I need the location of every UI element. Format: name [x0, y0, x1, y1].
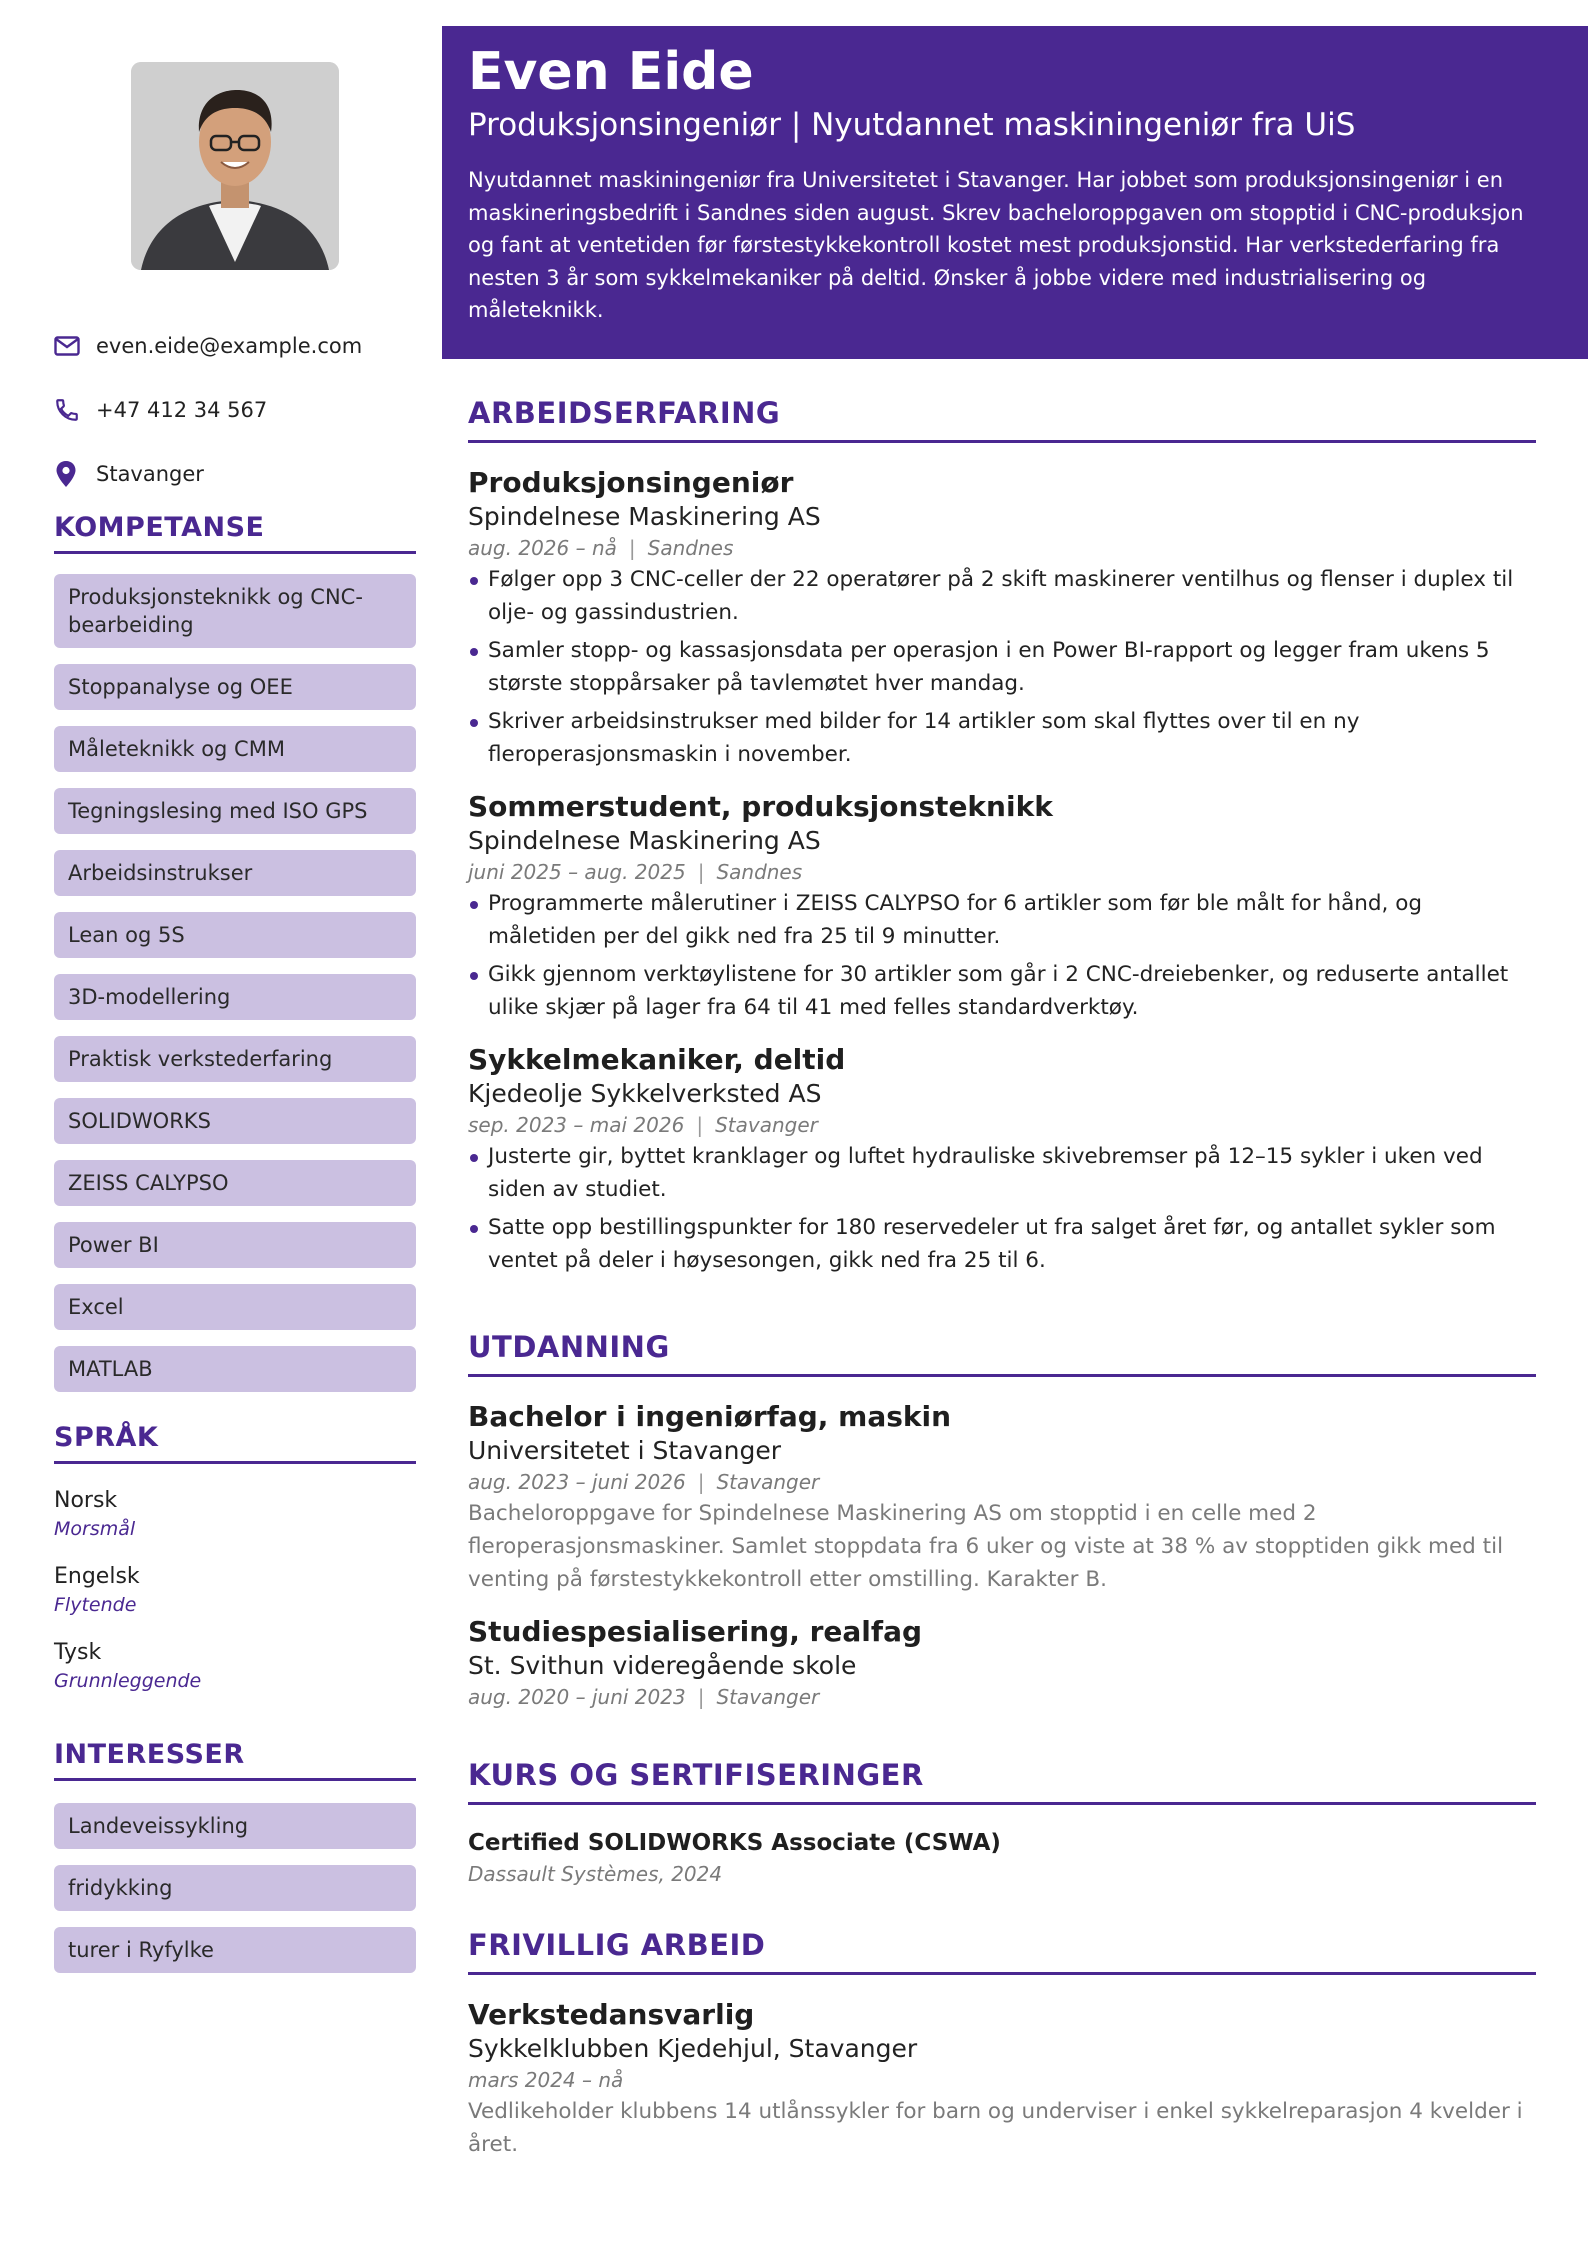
meta-separator: |: [697, 1685, 705, 1709]
contact-list: [54, 314, 416, 506]
job-place: Sandnes: [716, 860, 803, 884]
certification-meta: Dassault Systèmes, 2024: [468, 1862, 723, 1886]
skills-heading: KOMPETANSE: [54, 512, 416, 554]
skills-section: [54, 512, 416, 1408]
education-entry: [468, 1399, 1536, 1596]
job-title: Sommerstudent, produksjonsteknikk: [468, 790, 1053, 823]
language-item: [54, 1486, 416, 1542]
bullet-item: Gikk gjennom verktøylistene for 30 artikler som går i 2 CNC-dreiebenker, og reduserte antallet ulike skjær på lager fra 64 til 41 med felles standardverktøy.: [468, 958, 1536, 1024]
contact-phone[interactable]: [54, 378, 416, 442]
education-title: Studiespesialisering, realfag: [468, 1615, 923, 1648]
volunteer-title: Verkstedansvarlig: [468, 1998, 755, 2031]
education-entry: [468, 1614, 1536, 1712]
job-dates: aug. 2026 – nå: [468, 536, 617, 560]
skill-chip: Stoppanalyse og OEE: [54, 664, 416, 710]
certifications-section: [468, 1758, 1536, 1889]
skill-chip: 3D-modellering: [54, 974, 416, 1020]
interest-chip: Landeveissykling: [54, 1803, 416, 1849]
job-bullets: [468, 563, 1536, 771]
volunteer-description: Vedlikeholder klubbens 14 utlånssykler for barn og underviser i enkel sykkelreparasjon 4 kvelder i året.: [468, 2099, 1523, 2157]
interest-chip: fridykking: [54, 1865, 416, 1911]
experience-section: [468, 396, 1536, 1295]
job-title: Produksjonsingeniør: [468, 466, 794, 499]
header-banner: [442, 26, 1588, 359]
skill-chip: Tegningslesing med ISO GPS: [54, 788, 416, 834]
job-dates: juni 2025 – aug. 2025: [468, 860, 686, 884]
job-dates: sep. 2023 – mai 2026: [468, 1113, 685, 1137]
mail-icon: [54, 330, 96, 362]
skill-chip: Excel: [54, 1284, 416, 1330]
language-name: Norsk: [54, 1488, 118, 1513]
education-title: Bachelor i ingeniørfag, maskin: [468, 1400, 952, 1433]
job-org: Spindelnese Maskinering AS: [468, 502, 821, 531]
job-bullets: [468, 1140, 1536, 1277]
bullet-item: Følger opp 3 CNC-celler der 22 operatører på 2 skift maskinerer ventilhus og flenser i duplex til olje- og gassindustrien.: [468, 563, 1536, 629]
person-name: Even Eide: [468, 42, 754, 102]
location-pin-icon: [54, 458, 96, 490]
job-entry: [468, 1042, 1536, 1277]
skill-chip: Produksjonsteknikk og CNC-bearbeiding: [54, 574, 416, 648]
language-level: Flytende: [54, 1594, 137, 1616]
meta-separator: |: [696, 1113, 704, 1137]
education-section: [468, 1330, 1536, 1730]
person-title: Produksjonsingeniør | Nyutdannet maskiningeniør fra UiS: [468, 107, 1356, 143]
job-title: Sykkelmekaniker, deltid: [468, 1043, 846, 1076]
job-org: Kjedeolje Sykkelverksted AS: [468, 1079, 822, 1108]
language-name: Engelsk: [54, 1564, 140, 1589]
experience-heading: ARBEIDSERFARING: [468, 396, 1536, 443]
language-level: Grunnleggende: [54, 1670, 202, 1692]
bullet-item: Programmerte målerutiner i ZEISS CALYPSO for 6 artikler som før ble målt for hånd, og måletiden per del gikk ned fra 25 til 9 minutter.: [468, 887, 1536, 953]
phone-text[interactable]: +47 412 34 567: [96, 398, 268, 422]
bullet-item: Skriver arbeidsinstrukser med bilder for 14 artikler som skal flyttes over til en ny fleroperasjonsmaskin i november.: [468, 705, 1536, 771]
skill-chip: SOLIDWORKS: [54, 1098, 416, 1144]
volunteer-entry: [468, 1997, 1536, 2161]
volunteer-section: [468, 1928, 1536, 2179]
profile-summary: Nyutdannet maskiningeniør fra Universitetet i Stavanger. Har jobbet som produksjonsingeniør i en maskineringsbedrift i Sandnes siden august. Skrev bacheloroppgaven om stopptid i CNC-produksjon og fant at ventetiden før førstestykkekontroll kostet mest produksjonstid. Har verkstederfaring fra nesten 3 år som sykkelmekaniker på deltid. Ønsker å jobbe videre med industrialisering og måleteknikk.: [468, 168, 1524, 322]
education-org: Universitetet i Stavanger: [468, 1436, 782, 1465]
skill-chip: Power BI: [54, 1222, 416, 1268]
job-entry: [468, 789, 1536, 1024]
skill-chip: Måleteknikk og CMM: [54, 726, 416, 772]
contact-location: [54, 442, 416, 506]
language-level: Morsmål: [54, 1518, 136, 1540]
job-meta: [468, 533, 1536, 563]
certification-entry: [468, 1827, 1536, 1889]
meta-separator: |: [628, 536, 636, 560]
bullet-item: Satte opp bestillingspunkter for 180 reservedeler ut fra salget året før, og antallet sykler som ventet på deler i høysesongen, gikk ned fra 25 til 6.: [468, 1211, 1536, 1277]
volunteer-dates: mars 2024 – nå: [468, 2068, 624, 2092]
certifications-heading: KURS OG SERTIFISERINGER: [468, 1758, 1536, 1805]
meta-separator: |: [697, 860, 705, 884]
job-bullets: [468, 887, 1536, 1024]
education-dates: aug. 2023 – juni 2026: [468, 1470, 686, 1494]
languages-section: [54, 1422, 416, 1714]
job-place: Stavanger: [715, 1113, 818, 1137]
language-item: [54, 1562, 416, 1618]
languages-heading: SPRÅK: [54, 1422, 416, 1464]
volunteer-org: Sykkelklubben Kjedehjul, Stavanger: [468, 2034, 918, 2063]
phone-icon: [54, 394, 96, 426]
job-entry: [468, 465, 1536, 771]
skill-chip: Arbeidsinstrukser: [54, 850, 416, 896]
skill-chip: ZEISS CALYPSO: [54, 1160, 416, 1206]
certification-title: Certified SOLIDWORKS Associate (CSWA): [468, 1830, 1001, 1856]
job-place: Sandnes: [647, 536, 734, 560]
education-org: St. Svithun videregående skole: [468, 1651, 857, 1680]
job-meta: [468, 1110, 1536, 1140]
education-meta: [468, 1467, 1536, 1497]
job-meta: [468, 857, 1536, 887]
education-dates: aug. 2020 – juni 2023: [468, 1685, 686, 1709]
education-description: Bacheloroppgave for Spindelnese Maskinering AS om stopptid i en celle med 2 fleroperasjonsmaskiner. Samlet stoppdata fra 6 uker og viste at 38 % av stopptiden gikk med til venting på førstestykkekontroll etter omstilling. Karakter B.: [468, 1501, 1504, 1592]
skill-chip: MATLAB: [54, 1346, 416, 1392]
profile-photo: [131, 62, 339, 270]
interest-chip: turer i Ryfylke: [54, 1927, 416, 1973]
meta-separator: |: [697, 1470, 705, 1494]
education-place: Stavanger: [716, 1470, 820, 1494]
skill-chip: Lean og 5S: [54, 912, 416, 958]
location-text: Stavanger: [96, 462, 204, 486]
education-place: Stavanger: [716, 1685, 820, 1709]
education-meta: [468, 1682, 1536, 1712]
language-name: Tysk: [54, 1640, 102, 1665]
skill-chip: Praktisk verkstederfaring: [54, 1036, 416, 1082]
education-heading: UTDANNING: [468, 1330, 1536, 1377]
language-item: [54, 1638, 416, 1694]
email-text[interactable]: even.eide@example.com: [96, 334, 363, 358]
bullet-item: Samler stopp- og kassasjonsdata per operasjon i en Power BI-rapport og legger fram ukens 5 største stoppårsaker på tavlemøtet hver mandag.: [468, 634, 1536, 700]
bullet-item: Justerte gir, byttet kranklager og luftet hydrauliske skivebremser på 12–15 sykler i uken ved siden av studiet.: [468, 1140, 1536, 1206]
interests-section: [54, 1739, 416, 1989]
job-org: Spindelnese Maskinering AS: [468, 826, 821, 855]
volunteer-heading: FRIVILLIG ARBEID: [468, 1928, 1536, 1975]
interests-heading: INTERESSER: [54, 1739, 416, 1781]
contact-email[interactable]: [54, 314, 416, 378]
